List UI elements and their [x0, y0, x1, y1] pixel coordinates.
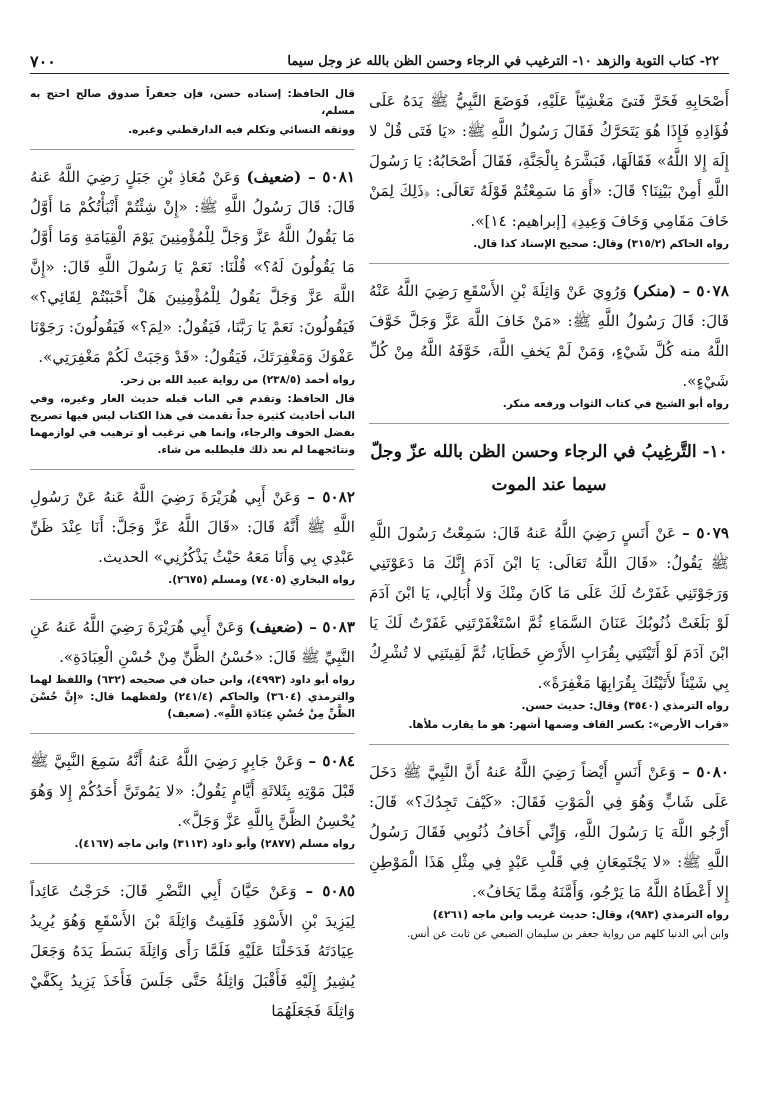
footnote: رواه الترمذي (٣٥٤٠) وقال: حديث حسن. — [521, 700, 729, 712]
hadith-text: وَعَنْ جَابِرٍ رَضِيَ اللَّهُ عَنهُ أَنَّهُ سَمِعَ النَّبِيَّ ﷺ قَبْلَ مَوْتِهِ بِثَلاثَةِ أَيَّامٍ يَقُولُ: «لا يَمُوتَنَّ أَحَدُكُمْ إِلا وَهُوَ يُحْسِنُ الظَّنَّ بِاللَّهِ عَزَّ وَجَلَّ». — [30, 752, 355, 830]
hadith-number: ٥٠٨٣ – (ضعيف) — [248, 618, 355, 636]
footnote: رواه أبو داود (٤٩٩٣)، وابن حبان في صحيحه (٦٣٢) واللفظ لهما والترمذي (٣٦٠٤) والحاكم (٢٤١/٤) ولفظهما قال: «إِنَّ حُسْنَ الظَّنِّ مِنْ حُسْنِ عِبَادَةِ اللَّهِ». (ضعيف) — [30, 674, 355, 720]
divider — [30, 599, 355, 600]
hadith-number: ٥٠٧٨ – (منكر) — [632, 282, 729, 300]
footnote: رواه أبو الشيخ في كتاب الثواب ورفعه منكر. — [502, 398, 729, 410]
hadith-5081 — [30, 162, 355, 459]
footnote: رواه الترمذي (٩٨٣)، وقال: حديث غريب وابن ماجه (٤٢٦١) — [432, 909, 729, 921]
hadith-number: ٥٠٨١ – (ضعيف) — [246, 168, 355, 186]
hadith-number: ٥٠٨٤ – — [308, 752, 355, 770]
hadith-text: وَعَنْ مُعَاذِ بْنِ جَبَلٍ رَضِيَ اللَّهُ عَنهُ قَالَ: قَالَ رَسُولُ اللَّهِ ﷺ: «إِنْ شِئْتُمْ أَنْبَأْتُكُمْ مَا أَوَّلُ مَا يَقُولُ اللَّهُ عَزَّ وَجَلَّ لِلْمُؤْمِنِينَ يَوْمَ الْقِيَامَةِ وَمَا أَوَّلُ مَا يَقُولُونَ لَهُ؟» قُلْنَا: نَعَمْ يَا رَسُولَ اللَّهِ قَالَ: «إِنَّ اللَّهَ عَزَّ وَجَلَّ يَقُولُ لِلْمُؤْمِنِينَ هَلْ أَحْبَبْتُمْ لِقَائِي؟» فَيَقُولُونَ: نَعَمْ يَا رَبَّنَا، فَيَقُولُ: «لِمَ؟» فَيَقُولُونَ: رَجَوْنَا عَفْوَكَ وَمَغْفِرَتَكَ، فَيَقُولُ: «قَدْ وَجَبَتْ لَكُمْ مَغْفِرَتِي». — [30, 168, 355, 366]
header-rule — [30, 73, 729, 74]
hadith-5082 — [30, 482, 355, 589]
hadith-5079 — [369, 518, 729, 734]
right-column — [369, 86, 729, 1086]
footnote: رواه الحاكم (٣١٥/٢) وقال: صحيح الإسناد كذا قال. — [473, 238, 729, 250]
divider — [369, 744, 729, 745]
footnote: رواه البخاري (٧٤٠٥) ومسلم (٢٦٧٥). — [168, 574, 355, 586]
hadith-text: وَرُوِيَ عَنْ وَاثِلَةَ بْنِ الأَسْقَعِ رَضِيَ اللَّهُ عَنْهُ قَالَ: قَالَ رَسُولُ اللَّهِ ﷺ: «مَنْ خَافَ اللَّهَ عَزَّ وَجَلَّ خَوَّفَ اللَّهُ منه كُلَّ شَيْءٍ، وَمَنْ لَمْ يَخفِ اللَّهَ، خَوَّفَهُ اللَّهُ مِنْ كُلِّ شَيْءٍ». — [369, 282, 729, 390]
footnote: رواه مسلم (٢٨٧٧) وأبو داود (٣١١٣) وابن ماجه (٤١٦٧). — [74, 838, 355, 850]
divider — [30, 469, 355, 470]
divider — [369, 263, 729, 264]
footnote: وابن أبي الدنيا كلهم من رواية جعفر بن سليمان الضبعي عن ثابت عن أنس. — [407, 928, 729, 940]
footnote: قال الحافظ: وتقدم في الباب قبله حديث الغار وغيره، وفي الباب أحاديث كثيرة جداً تقدمت في هذا الكتاب ليس فيها تصريح بفضل الخوف والرجاء، وإنما هي ترغيب أو ترهيب في لوازمهما ونتائجهما لم نعد ذلك فليطلبه من شاء. — [30, 393, 355, 456]
hadith-text: وَعَنْ أَنَسٍ أَيْضاً رَضِيَ اللَّهُ عَنهُ أَنَّ النَّبِيَّ ﷺ دَخَلَ عَلَى شَابٍّ وَهُوَ فِي الْمَوْتِ فَقَالَ: «كَيْفَ تَجِدُكَ؟» قَالَ: أَرْجُو اللَّهَ يَا رَسُولَ اللَّهِ، وَإِنِّي أَخَافُ ذُنُوبِي فَقَالَ رَسُولُ اللَّهِ ﷺ: «لا يَجْتَمِعَانِ فِي قَلْبِ عَبْدٍ فِي مِثْلِ هَذَا الْمَوْطِنِ إِلا أَعْطَاهُ اللَّهُ مَا يَرْجُو، وَأَمَّنَهُ مِمَّا يَخَافُ». — [369, 763, 729, 901]
hadith-5084 — [30, 746, 355, 853]
running-title: ٢٢- كتاب التوبة والزهد ١٠- الترغيب في الرجاء وحسن الظن بالله عز وجل سيما — [287, 54, 719, 69]
page-header — [0, 42, 759, 80]
hadith-text: وَعَنْ أَبِي هُرَيْرَةَ رَضِيَ اللَّهُ عَنهُ عَنْ رَسُولِ اللَّهِ ﷺ أَنَّهُ قَالَ: «قَالَ اللَّهُ عَزَّ وَجَلَّ: أَنَا عِنْدَ ظَنِّ عَبْدِي بِي وَأَنَا مَعَهُ حَيْثُ يَذْكُرُنِي» الحديث. — [30, 488, 355, 566]
footnote: ووثقه النسائي وتكلم فيه الدارقطني وغيره. — [128, 124, 355, 136]
footnote: قال الحافظ: إسناده حسن، فإن جعفراً صدوق صالح احتج به مسلم، — [30, 88, 355, 117]
divider — [30, 149, 355, 150]
footnote: «قراب الأرض»: بكسر القاف وضمها أشهر: هو ما يقارب ملأها. — [408, 719, 729, 731]
hadith-number: ٥٠٨٢ – — [307, 488, 355, 506]
hadith-5080 — [369, 757, 729, 943]
paragraph-continuation: أَصْحَابِهِ فَخَرَّ فَتىً مَغْشِيّاً عَلَيْهِ، فَوَضَعَ النَّبِيُّ ﷺ يَدَهُ عَلَى فُؤَادِهِ فَإِذَا هُوَ يَتَحَرَّكُ فَقَالَ رَسُولُ اللَّهِ ﷺ: «يَا فَتَى قُلْ لا إِلَهَ إِلا اللَّهُ» فَقَالَهَا، فَبَشَّرَهُ بِالْجَنَّةِ، فَقَالَ أَصْحَابُهُ: يَا رَسُولَ اللَّهِ أَمِنْ بَيْنِنَا؟ قَالَ: «أَوَ مَا سَمِعْتُمْ قَوْلَهُ تَعَالَى: ﴿ذَلِكَ لِمَنْ خَافَ مَقَامِي وَخَافَ وَعِيدِ﴾ [إبراهيم: ١٤]». — [369, 92, 729, 230]
footnote: رواه أحمد (٢٣٨/٥) من رواية عبيد الله بن زحر. — [120, 374, 355, 386]
chapter-title: ١٠- التَّرغِيبُ في الرجاء وحسن الظن بالله عزّ وجلّ سيما عند الموت — [370, 442, 728, 495]
hadith-number: ٥٠٧٩ – — [682, 524, 729, 542]
hadith-text: عَنْ أَنَسٍ رَضِيَ اللَّهُ عَنهُ قَالَ: سَمِعْتُ رَسُولَ اللَّهِ ﷺ يَقُولُ: «قَالَ اللَّهُ تَعَالَى: يَا ابْنَ آدَمَ إِنَّكَ مَا دَعَوْتَنِي وَرَجَوْتَنِي غَفَرْتُ لَكَ عَلَى مَا كَانَ مِنْكَ وَلا أُبَالِي، يَا ابْنَ آدَمَ لَوْ بَلَغَتْ ذُنُوبُكَ عَنَانَ السَّمَاءِ ثُمَّ اسْتَغْفَرْتَنِي غَفَرْتُ لَكَ يَا ابْنَ آدَمَ لَوْ أَتَيْتَنِي بِقُرَابِ الأَرْضِ خَطَايَا، ثُمَّ لَقِيتَنِي لا تُشْرِكُ بِي شَيْئاً لأَتَيْتُكَ بِقُرَابِهَا مَغْفِرَةً». — [369, 524, 729, 692]
hadith-text: وَعَنْ حَيَّانَ أَبِي النَّضْرِ قَالَ: خَرَجْتُ عَائِداً لِيَزِيدَ بْنِ الأَسْوَدِ فَلَقِيتُ وَاثِلَةَ بْنَ الأَسْقَعِ وَهُوَ يُرِيدُ عِيَادَتَهُ فَدَخَلْنَا عَلَيْهِ فَلَمَّا رَأَى وَاثِلَةَ بَسَطَ يَدَهُ وَجَعَلَ يُشِيرُ إِلَيْهِ فَأَقْبَلَ وَاثِلَةُ حَتَّى جَلَسَ فَأَخَذَ يَزِيدُ بِكَفَّيْ وَاثِلَةَ فَجَعَلَهُمَا — [30, 882, 355, 1020]
divider — [369, 423, 729, 424]
hadith-text: وَعَنْ أَبِي هُرَيْرَةَ رَضِيَ اللَّهُ عَنهُ عَنِ النَّبِيِّ ﷺ قَالَ: «حُسْنُ الظَّنِّ مِنْ حُسْنِ الْعِبَادَةِ». — [30, 618, 355, 666]
divider — [30, 733, 355, 734]
hadith-5078 — [369, 276, 729, 413]
divider — [30, 863, 355, 864]
hadith-5083 — [30, 612, 355, 723]
hadith-number: ٥٠٨٥ – — [305, 882, 355, 900]
hadith-5085 — [30, 876, 355, 1026]
page-number: ٧٠٠ — [30, 52, 56, 71]
hadith-number: ٥٠٨٠ – — [682, 763, 729, 781]
left-column — [30, 86, 355, 1086]
